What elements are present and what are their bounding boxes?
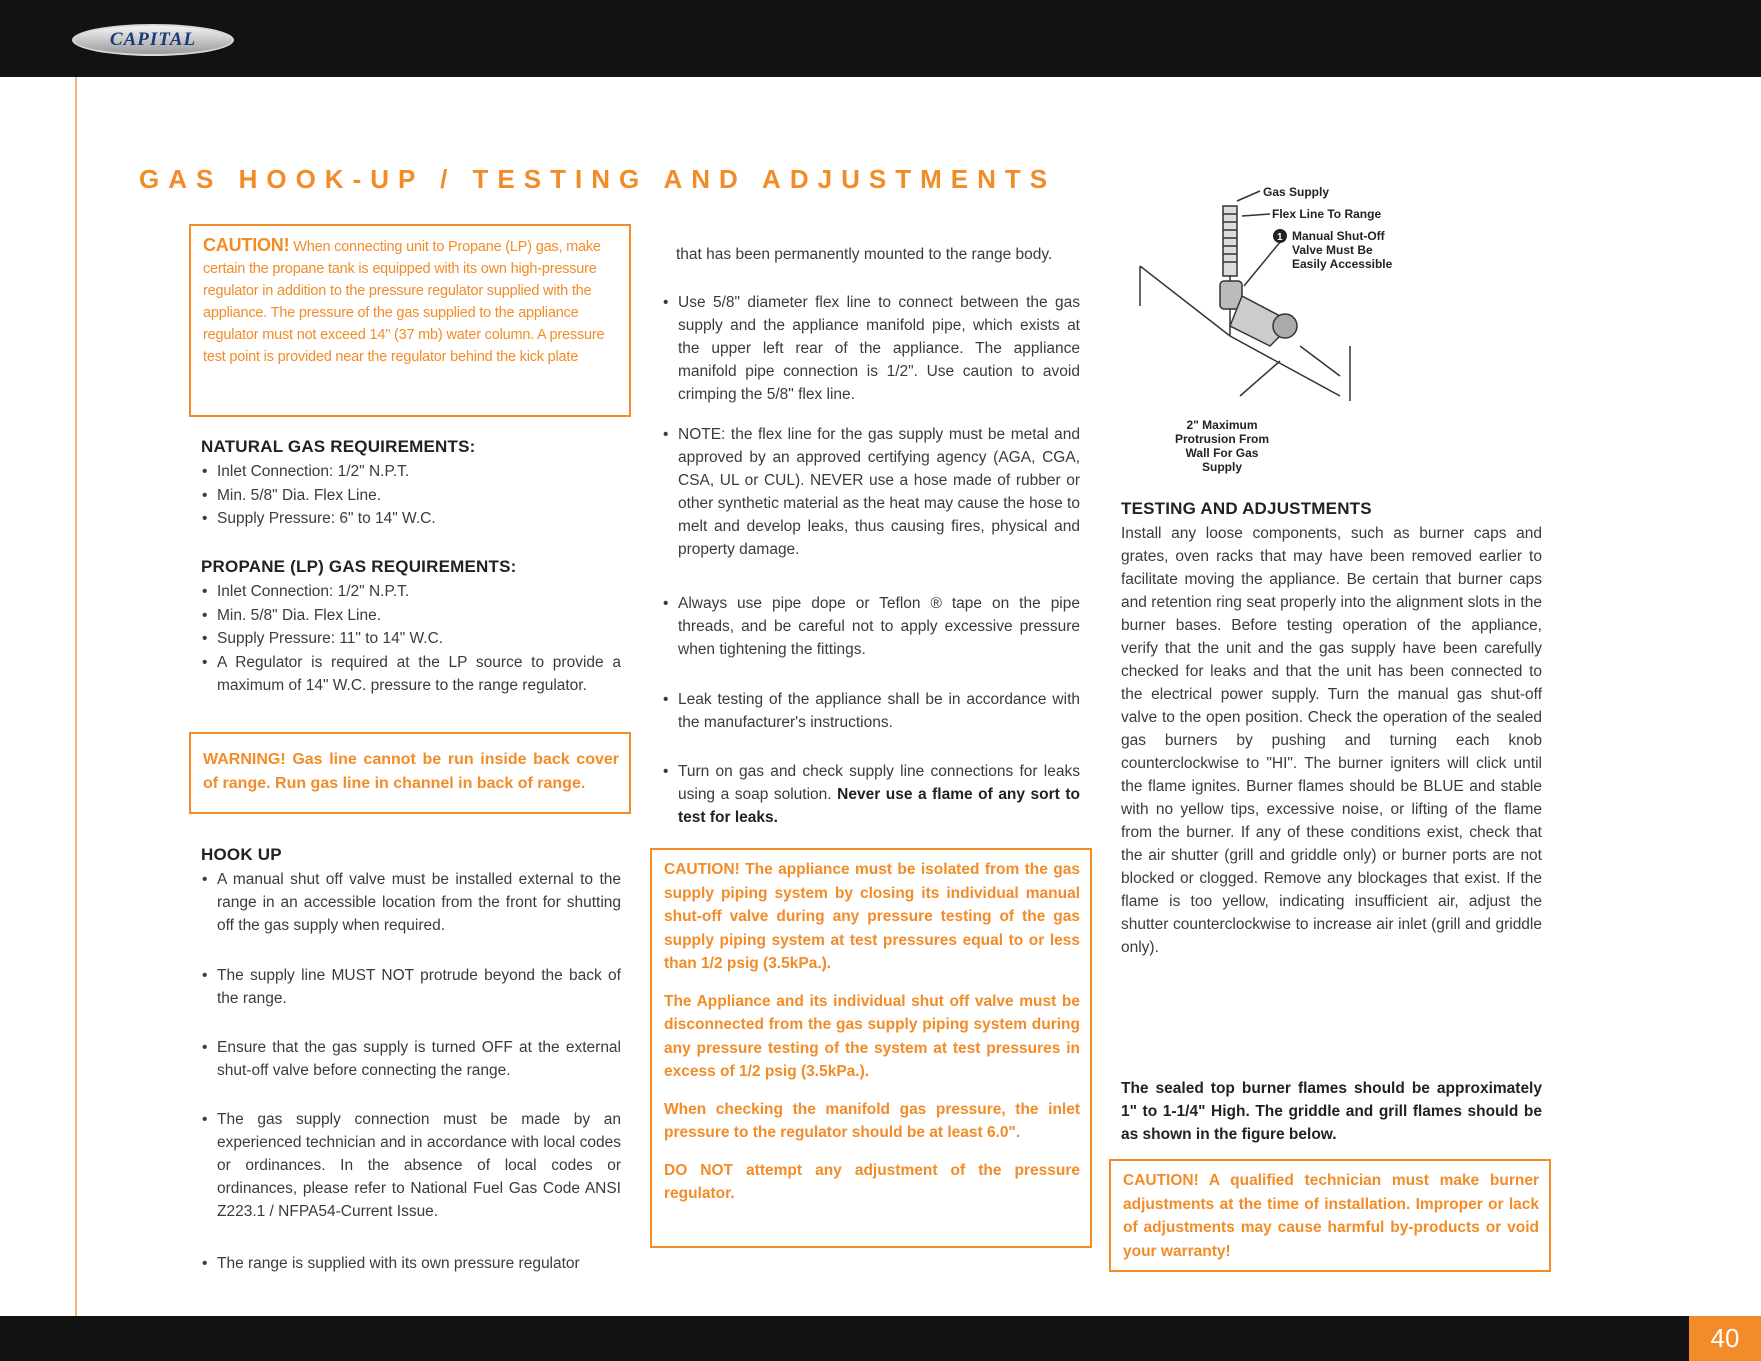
label-valve: Easily Accessible (1292, 257, 1393, 271)
hookup-bullet: • The supply line MUST NOT protrude beyond the back of the range. (201, 964, 621, 1010)
page-number: 40 (1689, 1316, 1761, 1361)
middle-bullet-leak-test (662, 760, 1080, 829)
leader-line (1242, 214, 1270, 216)
flex-line (1223, 206, 1237, 276)
natural-gas-heading: NATURAL GAS REQUIREMENTS: (201, 437, 476, 456)
label-protrusion: 2" Maximum (1186, 418, 1258, 432)
list-item: • A Regulator is required at the LP source to provide a maximum of 14" W.C. pressure to the range regulator. (201, 651, 621, 698)
label-protrusion: Protrusion From (1174, 432, 1270, 446)
leader-line (1237, 191, 1260, 201)
page-title: GAS HOOK-UP / TESTING AND ADJUSTMENTS (139, 164, 1057, 194)
propane-gas-list (201, 580, 621, 698)
list-item: • Inlet Connection: 1/2" N.P.T. (201, 460, 621, 484)
hookup-bullet: • The gas supply connection must be made by an experienced technician and in accordance with local codes or ordinances. In the absence of local codes or ordinances, please refer to National Fuel Gas Code ANSI Z223.1 / NFPA54-Current Issue. (201, 1108, 621, 1223)
list-item: • Supply Pressure: 11" to 14" W.C. (201, 627, 621, 651)
middle-bullet: • Always use pipe dope or Teflon ® tape on the pipe threads, and be careful not to apply excessive pressure when tightening the fittings. (662, 592, 1080, 661)
continuation-text: that has been permanently mounted to the range body. (676, 246, 1053, 263)
caution-propane-box (189, 224, 631, 417)
natural-gas-list (201, 460, 621, 531)
dimension-arrow (1300, 346, 1340, 376)
hookup-bullet: • The range is supplied with its own pressure regulator (201, 1252, 621, 1275)
warning-box (189, 732, 631, 814)
wall-line (1140, 266, 1230, 336)
caution-paragraph: The Appliance and its individual shut off valve must be disconnected from the gas supply piping system during any pressure testing of the system at test pressures in excess of 1/2 psig (3.5kPa.). (664, 992, 1080, 1080)
label-valve: Manual Shut-Off (1292, 229, 1385, 243)
middle-bullet: • Leak testing of the appliance shall be in accordance with the manufacturer's instructions. (662, 688, 1080, 734)
capital-logo (72, 24, 234, 56)
caution-paragraph: CAUTION! The appliance must be isolated from the gas supply piping system by closing its individual manual shut-off valve during any pressure testing of the gas supply piping system at test pressures equal to or less than 1/2 psig (3.5kPa.). (664, 861, 1080, 972)
header-bar (0, 0, 1761, 77)
testing-bold-note: The sealed top burner flames should be approximately 1" to 1-1/4" High. The griddle and grill flames should be as shown in the figure below. (1121, 1080, 1542, 1143)
middle-bullet: • Use 5/8" diameter flex line to connect between the gas supply and the appliance manifold pipe, which exists at the upper left rear of the appliance. The appliance manifold pipe connection is 1/2". Use caution to avoid crimping the 5/8" flex line. (662, 291, 1080, 406)
label-gas-supply: Gas Supply (1263, 186, 1330, 199)
hookup-heading: HOOK UP (201, 845, 282, 864)
caution-right-text: CAUTION! A qualified technician must make burner adjustments at the time of installation. Improper or lack of adjustments may cause harmful by-products or void your warranty! (1123, 1172, 1539, 1260)
warning-text: WARNING! Gas line cannot be run inside back cover of range. Run gas line in channel in back of range. (203, 751, 619, 792)
valve-knob (1273, 314, 1297, 338)
caution-right-box (1109, 1159, 1551, 1272)
list-item: • Inlet Connection: 1/2" N.P.T. (201, 580, 621, 604)
list-item: • Min. 5/8" Dia. Flex Line. (201, 604, 621, 628)
caution-paragraph: DO NOT attempt any adjustment of the pressure regulator. (664, 1161, 1080, 1202)
label-valve: Valve Must Be (1292, 243, 1373, 257)
leader-line (1244, 236, 1285, 286)
caution-middle-box (650, 848, 1092, 1248)
label-flex-line: Flex Line To Range (1272, 207, 1382, 221)
testing-heading: TESTING AND ADJUSTMENTS (1121, 499, 1372, 518)
list-item: • Supply Pressure: 6" to 14" W.C. (201, 507, 621, 531)
left-margin-rule (75, 77, 77, 1316)
middle-bullet: • NOTE: the flex line for the gas supply must be metal and approved by an approved certifying agency (AGA, CGA, CSA, UL or CUL). NEVER use a hose made of rubber or other synthetic material as the heat may cause the hose to melt and develop leaks, thus causing fires, physical and property damage. (662, 423, 1080, 561)
label-protrusion: Wall For Gas (1185, 446, 1259, 460)
marker-number: 1 (1277, 232, 1283, 243)
footer-bar (0, 1316, 1761, 1361)
testing-body: Install any loose components, such as burner caps and grates, oven racks that may have been removed earlier to facilitate moving the appliance. Be certain that burner caps and retention ring seat properly into the alignment slots in the burner bases. Before testing operation of the appliance, verify that the unit and the gas supply have been carefully checked for leaks and that the unit has been connected to the electrical power supply. Turn the manual gas shut-off valve to the open position. Check the operation of the sealed gas burners by pushing and turning each knob counterclockwise to "HI". The burner igniters will click until the flame ignites. Burner flames should be BLUE and stable with no yellow tips, excessive noise, or lifting of the flame from the burner. If any of these conditions exist, check that the air shutter (grill and griddle only) or burner ports are not blocked or clogged. Remove any blockages that exist. If the flame is too yellow, indicating insufficient air, adjust the shutter counterclockwise to increase air inlet (grill and griddle only). (1121, 525, 1542, 956)
gas-supply-diagram (1120, 186, 1490, 486)
label-protrusion: Supply (1201, 460, 1243, 474)
leak-test-text: Turn on gas and check supply line connections for leaks using a soap solution. (678, 763, 1080, 803)
logo-text: CAPITAL (109, 29, 197, 50)
propane-gas-heading: PROPANE (LP) GAS REQUIREMENTS: (201, 557, 517, 576)
leader-line (1240, 361, 1280, 396)
leak-test-warning: Never use a flame of any sort to test for leaks. (678, 786, 1080, 826)
caution-paragraph: When checking the manifold gas pressure, the inlet pressure to the regulator should be at least 6.0". (664, 1100, 1080, 1141)
caution-lead: CAUTION! (203, 235, 290, 255)
wall-line (1230, 336, 1340, 396)
caution-propane-text: When connecting unit to Propane (LP) gas, make certain the propane tank is equipped with its own high-pressure regulator in addition to the pressure regulator supplied with the appliance. The pressure of the gas supplied to the appliance regulator must not exceed 14" (37 mb) water column. A pressure test point is provided near the regulator behind the kick plate (203, 239, 605, 365)
list-item: • Min. 5/8" Dia. Flex Line. (201, 484, 621, 508)
hookup-bullet: • Ensure that the gas supply is turned OFF at the external shut-off valve before connecting the range. (201, 1036, 621, 1082)
hookup-bullet: • A manual shut off valve must be installed external to the range in an accessible location from the front for shutting off the gas supply when required. (201, 868, 621, 937)
